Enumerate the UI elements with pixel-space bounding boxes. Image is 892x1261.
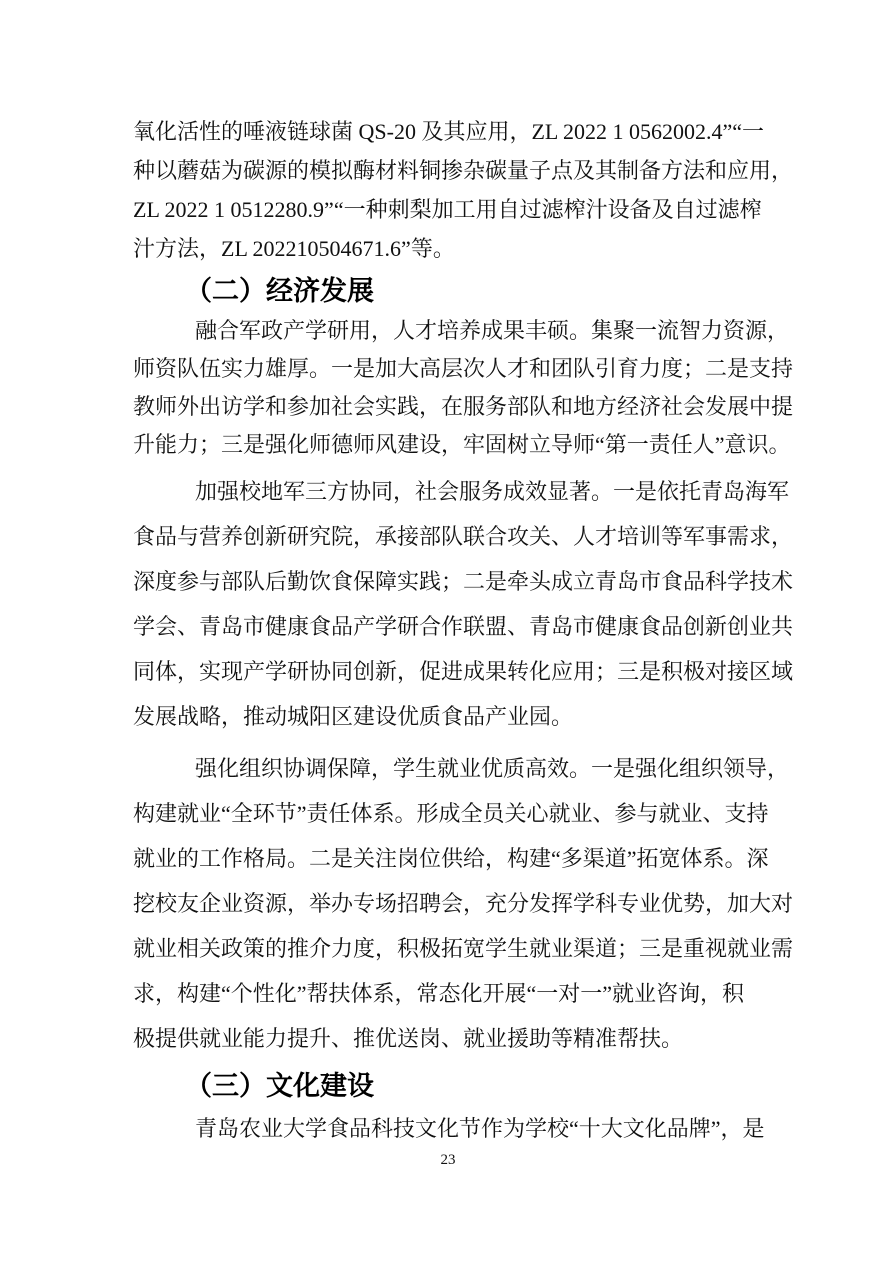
- section-heading-culture: （三）文化建设: [185, 1071, 374, 1101]
- text-line: 就业相关政策的推介力度，积极拓宽学生就业渠道；三是重视就业需: [133, 936, 794, 961]
- text-line: 就业的工作格局。二是关注岗位供给，构建“多渠道”拓宽体系。深: [133, 846, 769, 871]
- text-line: 同体，实现产学研协同创新，促进成果转化应用；三是积极对接区域: [133, 659, 794, 684]
- text-line: 教师外出访学和参加社会实践，在服务部队和地方经济社会发展中提: [133, 394, 794, 419]
- text-line: ZL 2022 1 0512280.9”“一种刺梨加工用自过滤榨汁设备及自过滤榨: [133, 197, 762, 222]
- text-line: 深度参与部队后勤饮食保障实践；二是牵头成立青岛市食品科学技术: [133, 569, 794, 594]
- patents-paragraph: [133, 112, 794, 268]
- text-line: 构建就业“全环节”责任体系。形成全员关心就业、参与就业、支持: [133, 801, 769, 826]
- text-line: 种以蘑菇为碳源的模拟酶材料铜掺杂碳量子点及其制备方法和应用，: [133, 158, 794, 183]
- text-line: 发展战略，推动城阳区建设优质食品产业园。: [133, 704, 574, 729]
- talent-paragraph: [133, 312, 794, 464]
- text-line: 加强校地军三方协同，社会服务成效显著。一是依托青岛海军: [195, 479, 790, 504]
- culture-paragraph: [133, 1109, 763, 1149]
- text-line: 升能力；三是强化师德师风建设，牢固树立导师“第一责任人”意识。: [133, 432, 791, 457]
- text-line: 学会、青岛市健康食品产学研合作联盟、青岛市健康食品创新创业共: [133, 614, 794, 639]
- document-content: [133, 112, 794, 1170]
- text-line: 氧化活性的唾液链球菌 QS-20 及其应用，ZL 2022 1 0562002.4”“一: [133, 119, 765, 144]
- service-paragraph: [133, 469, 794, 739]
- text-line: 食品与营养创新研究院，承接部队联合攻关、人才培训等军事需求，: [133, 524, 794, 549]
- text-line: 强化组织协调保障，学生就业优质高效。一是强化组织领导，: [195, 756, 790, 781]
- text-line: 挖校友企业资源，举办专场招聘会，充分发挥学科专业优势，加大对: [133, 891, 794, 916]
- section-heading-economy: （二）经济发展: [185, 276, 374, 306]
- text-line: 极提供就业能力提升、推优送岗、就业援助等精准帮扶。: [133, 1026, 684, 1051]
- text-line: 融合军政产学研用，人才培养成果丰硕。集聚一流智力资源，: [195, 318, 790, 343]
- page-number: 23: [440, 1152, 456, 1168]
- text-line: 师资队伍实力雄厚。一是加大高层次人才和团队引育力度；二是支持: [133, 356, 794, 381]
- text-line: 求，构建“个性化”帮扶体系，常态化开展“一对一”就业咨询，积: [133, 981, 745, 1006]
- text-line: 青岛农业大学食品科技文化节作为学校“十大文化品牌”，是: [195, 1116, 765, 1141]
- text-line: 汁方法，ZL 202210504671.6”等。: [133, 236, 455, 261]
- employment-paragraph: [133, 746, 794, 1061]
